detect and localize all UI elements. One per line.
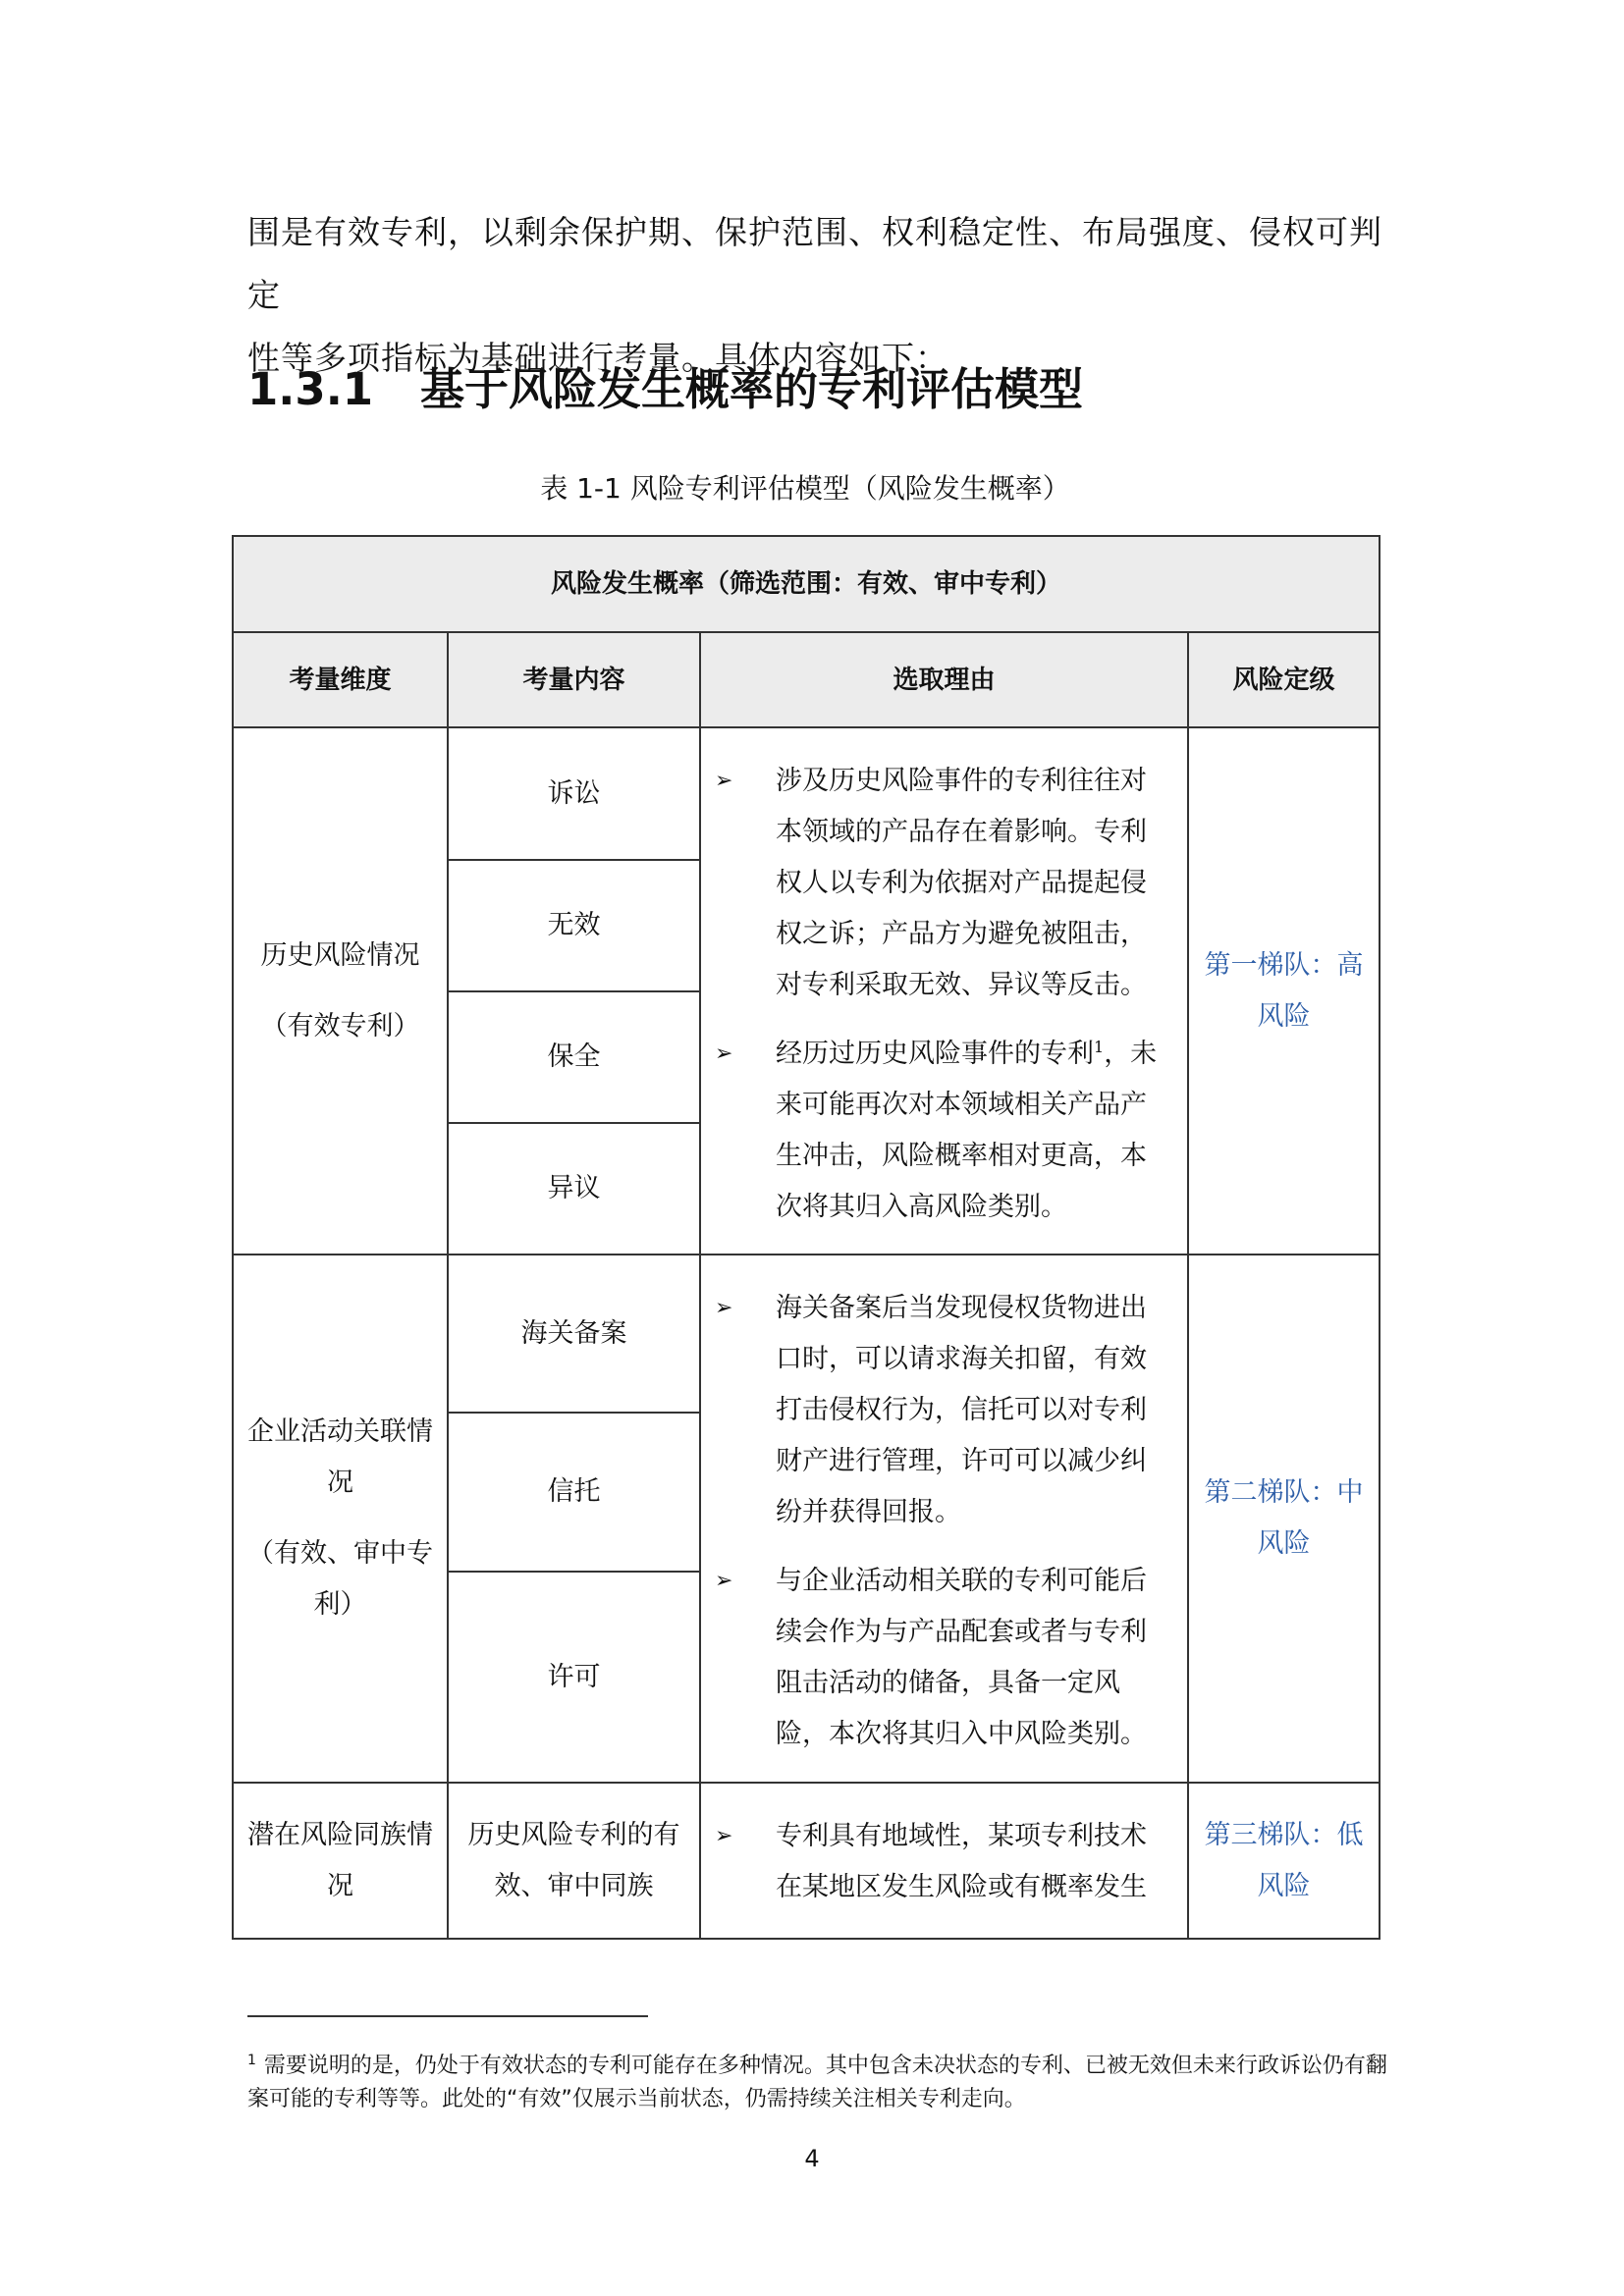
- list-item: [715, 1556, 1171, 1760]
- table-title-row: [233, 536, 1380, 632]
- dimension-cell: [233, 727, 448, 1255]
- dimension-label: 历史风险情况: [260, 939, 420, 971]
- tier-cell: 第二梯队：中风险: [1188, 1255, 1380, 1783]
- reason-text-part: ，未来可能再次对本领域相关产品产生冲击，风险概率相对更高，本次将其归入高风险类别。: [776, 1039, 1158, 1222]
- reason-cell: [700, 1255, 1188, 1783]
- footnote-divider: [247, 2015, 648, 2017]
- dimension-cell: 潜在风险同族情况: [233, 1783, 448, 1939]
- intro-line-1: 围是有效专利，以剩余保护期、保护范围、权利稳定性、布局强度、侵权可判定: [247, 213, 1382, 314]
- table-row: [233, 1783, 1380, 1939]
- tier-cell: 第三梯队：低风险: [1188, 1783, 1380, 1939]
- reason-text: [776, 1029, 1171, 1233]
- list-item: [715, 1811, 1171, 1913]
- table-caption: 表 1-1 风险专利评估模型（风险发生概率）: [540, 472, 1070, 505]
- content-cell: 异议: [448, 1123, 700, 1255]
- content-cell: 无效: [448, 860, 700, 991]
- table-row: [233, 1255, 1380, 1413]
- table-header-row: [233, 632, 1380, 727]
- header-tier: 风险定级: [1188, 632, 1380, 727]
- dimension-note: （有效、审中专利）: [247, 1538, 433, 1620]
- page-number: 4: [804, 2145, 820, 2172]
- bullet-arrow-icon: ➢: [715, 1824, 733, 1848]
- table-title: 风险发生概率（筛选范围：有效、审中专利）: [233, 536, 1380, 632]
- header-content: 考量内容: [448, 632, 700, 727]
- reason-text: 专利具有地域性，某项专利技术在某地区发生风险或有概率发生: [776, 1821, 1147, 1902]
- bullet-arrow-icon: ➢: [715, 1569, 733, 1593]
- header-reason: 选取理由: [700, 632, 1188, 727]
- list-item: [715, 756, 1171, 1011]
- list-item: [715, 1029, 1171, 1233]
- header-dimension: 考量维度: [233, 632, 448, 727]
- list-item: [715, 1283, 1171, 1538]
- dimension-label: 企业活动关联情况: [247, 1416, 433, 1498]
- reason-cell: [700, 727, 1188, 1255]
- bullet-arrow-icon: ➢: [715, 1296, 733, 1320]
- dimension-note: （有效专利）: [260, 1010, 420, 1041]
- footnote: [247, 2050, 1396, 2116]
- reason-text: 与企业活动相关联的专利可能后续会作为与产品配套或者与专利阻击活动的储备，具备一定风险，本次将其归入中风险类别。: [776, 1566, 1147, 1749]
- bullet-arrow-icon: ➢: [715, 1041, 733, 1066]
- section-title: 基于风险发生概率的专利评估模型: [420, 363, 1084, 415]
- bullet-arrow-icon: ➢: [715, 769, 733, 793]
- section-number: 1.3.1: [247, 363, 374, 415]
- footnote-mark: 1: [247, 2052, 256, 2068]
- content-cell: 信托: [448, 1413, 700, 1572]
- content-cell: 诉讼: [448, 727, 700, 860]
- reason-cell: [700, 1783, 1188, 1939]
- section-heading: [247, 355, 1083, 424]
- tier-cell: 第一梯队：高风险: [1188, 727, 1380, 1255]
- content-cell: 海关备案: [448, 1255, 700, 1413]
- risk-model-table: [232, 535, 1380, 1940]
- reason-text-part: 经历过历史风险事件的专利: [776, 1039, 1094, 1069]
- footnote-ref[interactable]: 1: [1094, 1038, 1105, 1056]
- content-cell: 保全: [448, 991, 700, 1123]
- footnote-text: 需要说明的是，仍处于有效状态的专利可能存在多种情况。其中包含未决状态的专利、已被无效但未来行政诉讼仍有翻案可能的专利等等。此处的“有效”仅展示当前状态，仍需持续关注相关专利走向。: [247, 2054, 1387, 2111]
- reason-text: 涉及历史风险事件的专利往往对本领域的产品存在着影响。专利权人以专利为依据对产品提起侵权之诉；产品方为避免被阻击，对专利采取无效、异议等反击。: [776, 766, 1147, 1000]
- content-cell: 许可: [448, 1572, 700, 1783]
- intro-line-2: 性等多项指标为基础进行考量。具体内容如下：: [247, 339, 948, 377]
- table-row: [233, 727, 1380, 860]
- content-cell: 历史风险专利的有效、审中同族: [448, 1783, 700, 1939]
- reason-text: 海关备案后当发现侵权货物进出口时，可以请求海关扣留，有效打击侵权行为，信托可以对专利财产进行管理，许可可以减少纠纷并获得回报。: [776, 1293, 1147, 1527]
- dimension-cell: [233, 1255, 448, 1783]
